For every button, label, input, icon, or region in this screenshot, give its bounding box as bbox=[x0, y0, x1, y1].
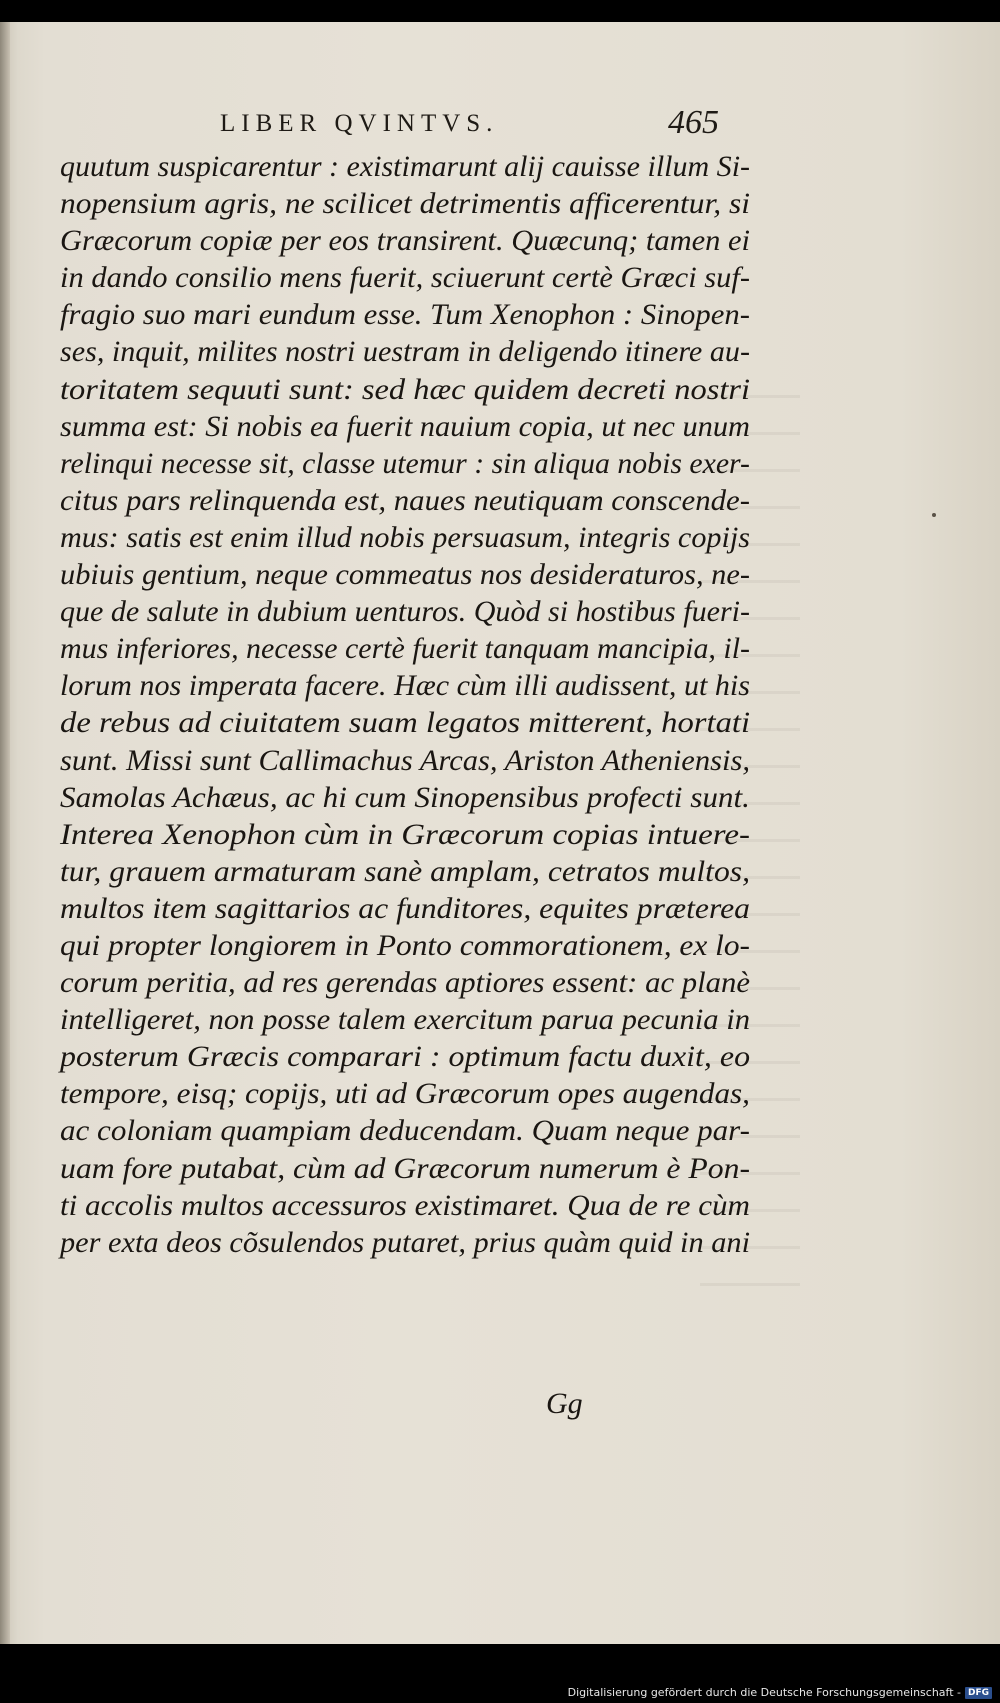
signature-mark: Gg bbox=[546, 1387, 583, 1420]
text-line: ubiuis gentium, neque commeatus nos desideraturos, ne- bbox=[60, 558, 750, 592]
text-line: lorum nos imperata facere. Hæc cùm illi audissent, ut his bbox=[60, 669, 751, 703]
text-line: qui propter longiorem in Ponto commorationem, ex lo- bbox=[60, 928, 751, 962]
dfg-logo: DFG bbox=[965, 1687, 992, 1699]
text-line: citus pars relinquenda est, naues neutiquam conscende- bbox=[60, 483, 750, 517]
text-line: que de salute in dubium uenturos. Quòd si hostibus fueri- bbox=[60, 595, 751, 629]
text-line: Græcorum copiæ per eos transirent. Quæcunq; tamen ei bbox=[60, 224, 751, 258]
text-line: corum peritia, ad res gerendas aptiores essent: ac planè bbox=[60, 966, 750, 1000]
text-line: uam fore putabat, cùm ad Græcorum numerum è Pon- bbox=[60, 1151, 751, 1185]
text-line: relinqui necesse sit, classe utemur : sin aliqua nobis exer- bbox=[60, 446, 750, 480]
text-line: toritatem sequuti sunt: sed hæc quidem decreti nostri bbox=[60, 372, 750, 406]
text-line: summa est: Si nobis ea fuerit nauium copia, ut nec unum bbox=[60, 409, 751, 443]
text-line: Interea Xenophon cùm in Græcorum copias intuere- bbox=[60, 817, 750, 851]
text-line: posterum Græcis comparari : optimum factu duxit, eo bbox=[60, 1040, 751, 1074]
text-line: tur, grauem armaturam sanè amplam, cetratos multos, bbox=[60, 854, 751, 888]
text-line: multos item sagittarios ac funditores, equites præterea bbox=[60, 891, 750, 925]
text-line: sunt. Missi sunt Callimachus Arcas, Ariston Atheniensis, bbox=[60, 743, 750, 777]
text-line: tempore, eisq; copijs, uti ad Græcorum opes augendas, bbox=[60, 1077, 750, 1111]
running-head: LIBER QVINTVS. bbox=[220, 110, 499, 137]
text-line: fragio suo mari eundum esse. Tum Xenophon : Sinopen- bbox=[60, 298, 750, 332]
text-line: ses, inquit, milites nostri uestram in deligendo itinere au- bbox=[60, 335, 751, 369]
page-speck bbox=[932, 513, 936, 517]
text-line: in dando consilio mens fuerit, sciuerunt certè Græci suf- bbox=[60, 261, 751, 295]
text-line: ac coloniam quampiam deducendam. Quam neque par- bbox=[60, 1114, 750, 1148]
text-line: ti accolis multos accessuros existimaret. Qua de re cùm bbox=[60, 1188, 751, 1222]
text-line: mus inferiores, necesse certè fuerit tanquam mancipia, il- bbox=[60, 632, 751, 666]
text-line: per exta deos cõsulendos putaret, prius quàm quid in ani bbox=[60, 1225, 751, 1259]
digitization-credit bbox=[568, 1686, 992, 1699]
text-line: de rebus ad ciuitatem suam legatos mitterent, hortati bbox=[60, 706, 751, 740]
page-gutter-edge bbox=[0, 22, 10, 1644]
text-line: mus: satis est enim illud nobis persuasum, integris copijs bbox=[60, 520, 751, 554]
text-line: intelligeret, non posse talem exercitum parua pecunia in bbox=[60, 1003, 751, 1037]
credit-text: Digitalisierung gefördert durch die Deutsche Forschungsgemeinschaft - bbox=[567, 1686, 961, 1699]
page-number: 465 bbox=[668, 104, 719, 141]
text-line: Samolas Achæus, ac hi cum Sinopensibus profecti sunt. bbox=[60, 780, 750, 814]
text-line: quutum suspicarentur : existimarunt alij cauisse illum Si- bbox=[60, 150, 751, 183]
text-line: nopensium agris, ne scilicet detrimentis afficerentur, si bbox=[60, 187, 751, 221]
body-text bbox=[60, 148, 750, 1261]
